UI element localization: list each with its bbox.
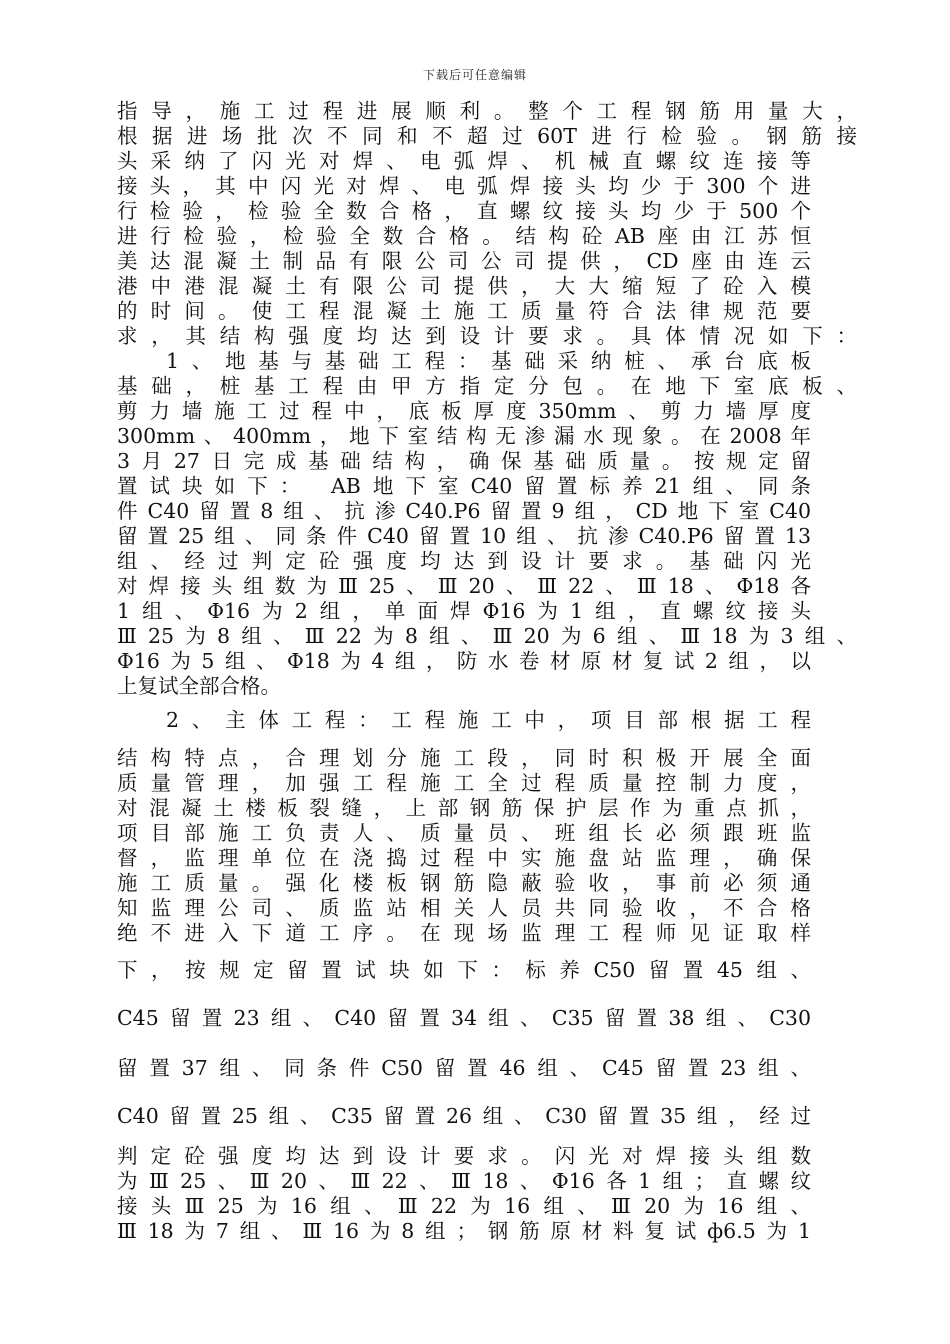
text-line: 留置25组、同条件C40留置10组、抗渗C40.P6留置13 [117,524,811,548]
section-heading-foundation: 1、地基与基础工程：基础采纳桩、承台底板 [166,349,811,373]
text-line: 剪力墙施工过程中，底板厚度350mm、剪力墙厚度 [117,399,811,423]
text-line: 进行检验，检验全数合格。结构砼AB座由江苏恒 [117,224,811,248]
text-line: Φ16为5组、Φ18为4组，防水卷材原材复试2组，以 [117,649,811,673]
text-line: 头采纳了闪光对焊、电弧焊、机械直螺纹连接等 [117,149,811,173]
text-line: 件C40留置8组、抗渗C40.P6留置9组，CD地下室C40 [117,499,811,523]
text-line: 300mm、400mm，地下室结构无渗漏水现象。在2008年 [117,424,811,448]
text-line: 接头Ⅲ25为16组、Ⅲ22为16组、Ⅲ20为16组、 [117,1194,811,1218]
text-line: 基础，桩基工程由甲方指定分包。在地下室底板、 [117,374,857,398]
text-line: 根据进场批次不同和不超过60T进行检验。钢筋接 [117,124,857,148]
text-line: C40留置25组、C35留置26组、C30留置35组，经过 [117,1104,811,1128]
text-line: 督，监理单位在浇捣过程中实施盘站监理，确保 [117,846,811,870]
text-line: 1组、Φ16为2组，单面焊Φ16为1组，直螺纹接头 [117,599,811,623]
text-line: 对焊接头组数为Ⅲ25、Ⅲ20、Ⅲ22、Ⅲ18、Φ18各 [117,574,811,598]
text-line: 知监理公司、质监站相关人员共同验收，不合格 [117,896,811,920]
text-line: 接头，其中闪光对焊、电弧焊接头均少于300个进 [117,174,811,198]
text-line: Ⅲ25为8组、Ⅲ22为8组、Ⅲ20为6组、Ⅲ18为3组、 [117,624,857,648]
text-line: 项目部施工负责人、质量员、班组长必须跟班监 [117,821,811,845]
text-line: 为Ⅲ25、Ⅲ20、Ⅲ22、Ⅲ18、Φ16各1组；直螺纹 [117,1169,811,1193]
text-line: 指导，施工过程进展顺利。整个工程钢筋用量大， [117,99,857,123]
text-line: 的时间。使工程混凝土施工质量符合法律规范要 [117,299,811,323]
text-line: 判定砼强度均达到设计要求。闪光对焊接头组数 [117,1144,811,1168]
text-line: 行检验，检验全数合格，直螺纹接头均少于500个 [117,199,811,223]
text-line: 上复试全部合格。 [117,674,281,698]
text-line: 施工质量。强化楼板钢筋隐蔽验收，事前必须通 [117,871,811,895]
text-line: 3月27日完成基础结构，确保基础质量。按规定留 [117,449,811,473]
text-line: 质量管理，加强工程施工全过程质量控制力度， [117,771,811,795]
text-line: 下，按规定留置试块如下：标养C50留置45组、 [117,958,811,982]
text-line: 港中港混凝土有限公司提供，大大缩短了砼入模 [117,274,811,298]
text-line: 组、经过判定砼强度均达到设计要求。基础闪光 [117,549,811,573]
text-line: 美达混凝土制品有限公司公司提供，CD座由连云 [117,249,811,273]
text-line: 结构特点，合理划分施工段，同时积极开展全面 [117,746,811,770]
section-heading-main-structure: 2、主体工程：工程施工中，项目部根据工程 [166,708,811,732]
page-header: 下载后可任意编辑 [422,68,527,82]
text-line: C45留置23组、C40留置34组、C35留置38组、C30 [117,1006,811,1030]
text-line: 置试块如下： AB地下室C40留置标养21组、同条 [117,474,811,498]
text-line: 留置37组、同条件C50留置46组、C45留置23组、 [117,1056,811,1080]
text-line: Ⅲ18为7组、Ⅲ16为8组；钢筋原材料复试ф6.5为1 [117,1219,811,1243]
text-line: 对混凝土楼板裂缝，上部钢筋保护层作为重点抓， [117,796,811,820]
text-line: 求，其结构强度均达到设计要求。具体情况如下： [117,324,857,348]
text-line: 绝不进入下道工序。在现场监理工程师见证取样 [117,921,811,945]
